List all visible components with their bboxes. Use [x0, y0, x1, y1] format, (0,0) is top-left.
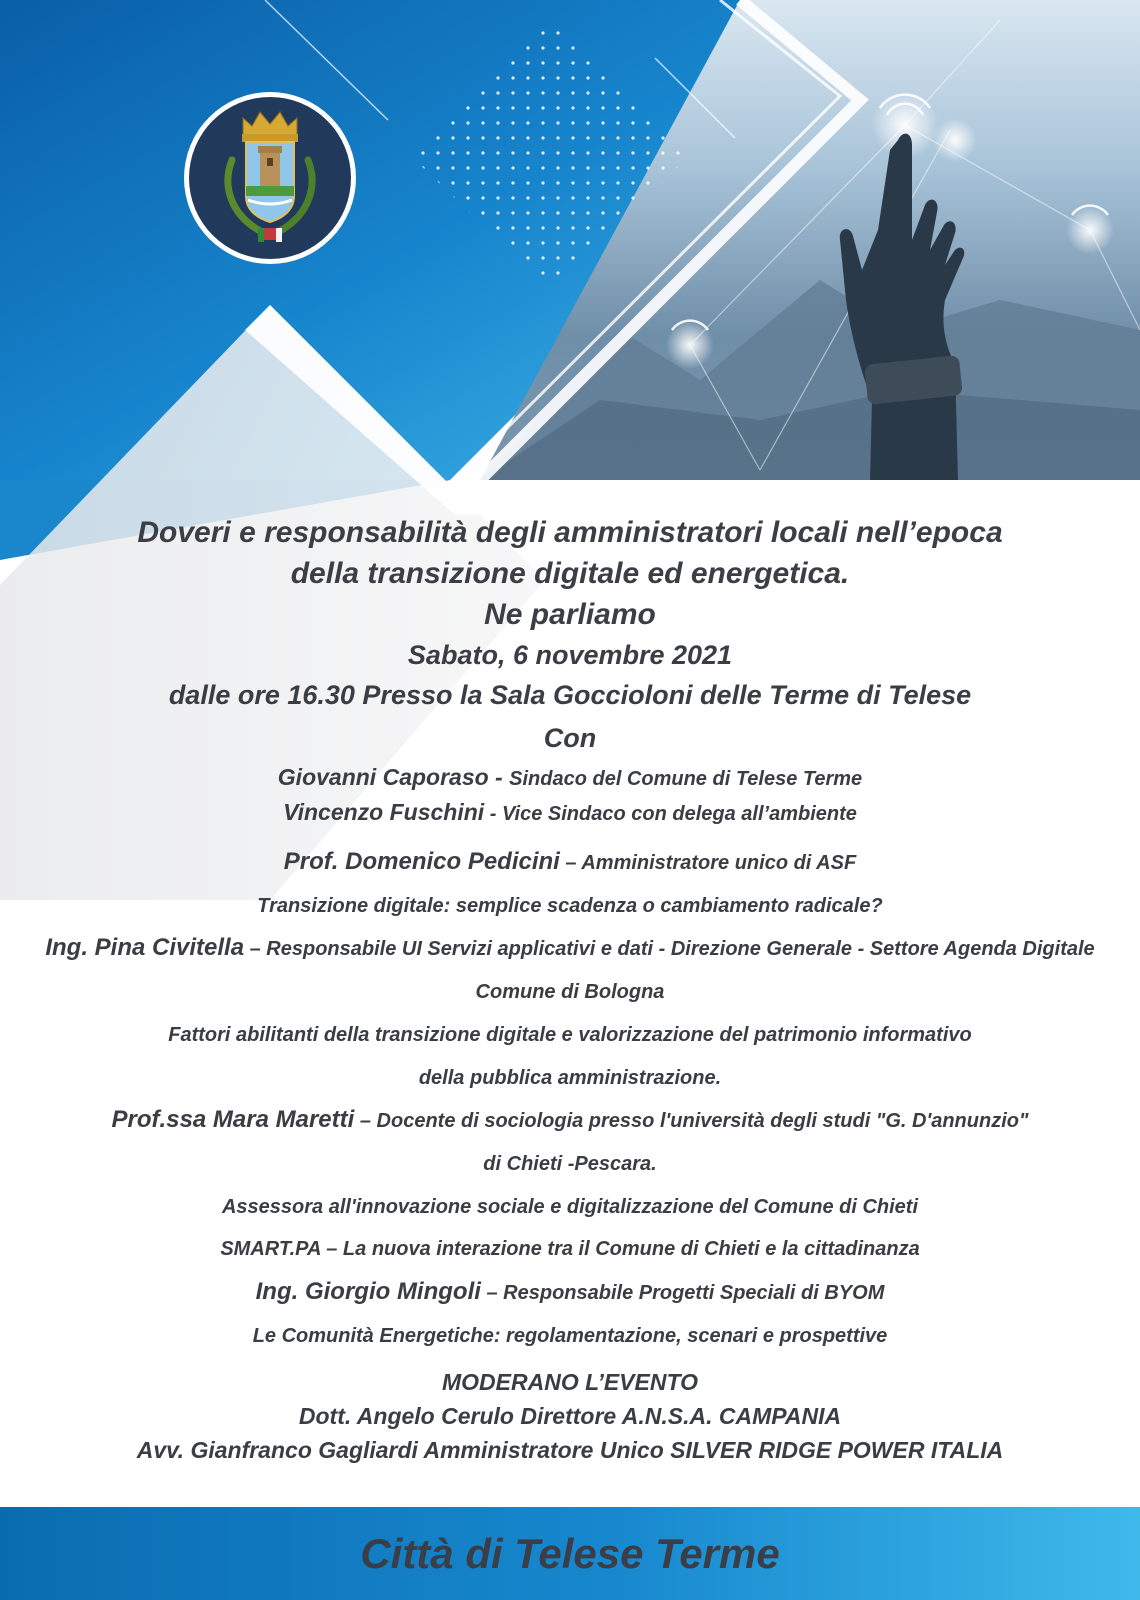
event-time-place: dalle ore 16.30 Presso la Sala Goccioloni delle Terme di Telese [168, 680, 972, 710]
guest-line [0, 761, 1140, 796]
speaker-line [0, 1271, 1140, 1315]
event-title-line-3: Ne parliamo [484, 598, 656, 631]
guest-line [0, 796, 1140, 831]
guest-name: Giovanni Caporaso - [277, 764, 510, 790]
speaker-line [0, 927, 1140, 971]
speaker-role: – Amministratore unico di ASF [559, 852, 857, 874]
speaker-role: – Docente di sociologia presso l'università degli studi "G. D'annunzio" [354, 1110, 1029, 1133]
speaker-role: – Responsabile UI Servizi applicativi e dati - Direzione Generale - Settore Agenda Digitale [244, 938, 1095, 961]
event-content [0, 512, 1140, 1467]
speaker-role-second: Assessora all'innovazione sociale e digitalizzazione del Comune di Chieti [221, 1195, 919, 1218]
speaker-role: – Responsabile Progetti Speciali di BYOM [480, 1282, 885, 1305]
speaker-role-continued: di Chieti -Pescara. [483, 1152, 657, 1175]
guest-name: Vincenzo Fuschini [283, 799, 485, 825]
speaker-role-continued: Comune di Bologna [475, 981, 665, 1004]
speaker-name: Ing. Pina Civitella [45, 934, 245, 962]
footer-bar [0, 1507, 1140, 1600]
coat-of-arms-emblem [184, 92, 356, 264]
speaker-name: Prof. Domenico Pedicini [283, 848, 560, 875]
speaker-topic: SMART.PA – La nuova interazione tra il Comune di Chieti e la cittadinanza [220, 1238, 920, 1261]
guest-role: - Vice Sindaco con delega all’ambiente [484, 803, 857, 825]
speaker-topic: Fattori abilitanti della transizione digitale e valorizzazione del patrimonio informativo [168, 1023, 972, 1046]
speaker-topic: Le Comunità Energetiche: regolamentazione, scenari e prospettive [252, 1324, 888, 1347]
event-title-line-1: Doveri e responsabilità degli amministratori locali nell’epoca [137, 516, 1003, 549]
speaker-name: Ing. Giorgio Mingoli [255, 1278, 481, 1306]
moderators-heading: MODERANO L’EVENTO [442, 1369, 698, 1396]
guest-role: Sindaco del Comune di Telese Terme [509, 768, 863, 790]
speaker-name: Prof.ssa Mara Maretti [111, 1106, 355, 1134]
event-title-line-2: della transizione digitale ed energetica. [290, 557, 850, 590]
moderator-line: Dott. Angelo Cerulo Direttore A.N.S.A. CAMPANIA [298, 1403, 842, 1430]
speaker-line [0, 1099, 1140, 1143]
speaker-line [0, 841, 1140, 885]
moderator-line: Avv. Gianfranco Gagliardi Amministratore Unico SILVER RIDGE POWER ITALIA [136, 1437, 1004, 1464]
speaker-topic: Transizione digitale: semplice scadenza o cambiamento radicale? [257, 894, 883, 917]
event-date: Sabato, 6 novembre 2021 [407, 640, 733, 670]
with-label: Con [543, 723, 597, 753]
speaker-topic: della pubblica amministrazione. [418, 1066, 722, 1089]
footer-city-name: Città di Telese Terme [360, 1530, 780, 1577]
